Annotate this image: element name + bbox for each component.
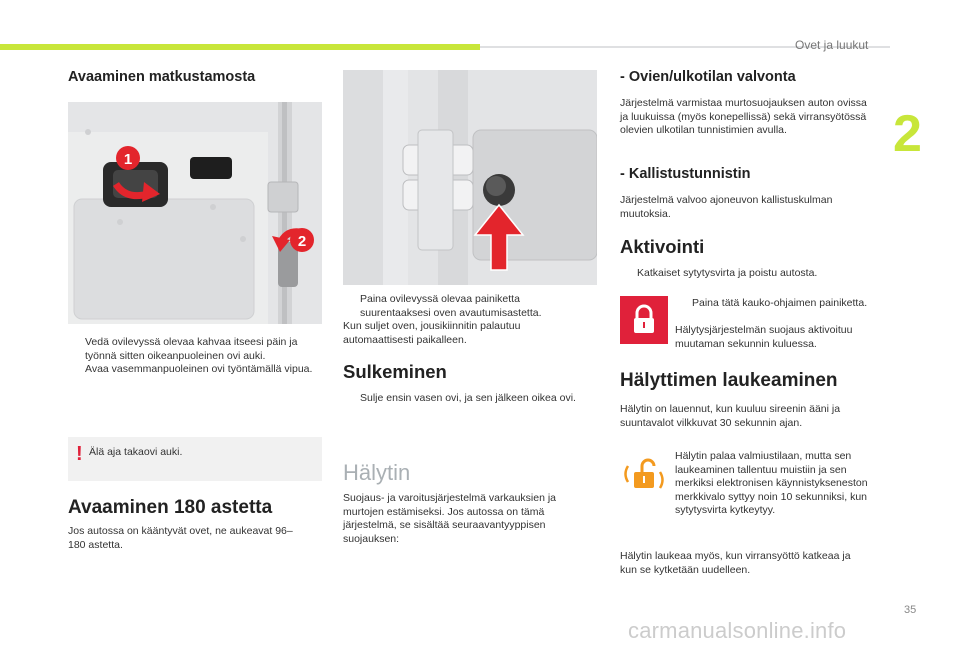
page-number: 35	[904, 604, 917, 616]
heading-activation: Aktivointi	[620, 236, 705, 257]
spring-return-text: Kun suljet oven, jousikiinnitin palautuu automaattisesti paikalleen.	[343, 320, 521, 346]
list-item: Paina tätä kauko-ohjaimen painiketta.	[692, 297, 868, 309]
triggering-text: Hälytin on lauennut, kun kuuluu sireenin ääni ja suuntavalot vilkkuvat 30 sekunnin ajan.	[620, 403, 841, 429]
activation-step	[620, 267, 870, 281]
warning-icon: !	[76, 443, 83, 465]
heading-open-180: Avaaminen 180 astetta	[68, 497, 273, 518]
remote-lock-icon	[620, 296, 668, 344]
open-180-text: Jos autossa on kääntyvät ovet, ne aukeavat 96–180 astetta.	[68, 525, 293, 551]
heading-tilt-sensor: - Kallistustunnistin	[620, 166, 751, 182]
door-handle-illustration	[68, 102, 322, 324]
list-item: Avaa vasemmanpuoleinen ovi työntämällä vipua.	[85, 363, 313, 375]
closing-step	[343, 392, 593, 406]
press-remote-step	[675, 297, 875, 311]
power-cut-text: Hälytin laukeaa myös, kun virransyöttö katkeaa ja kun se kytketään uudelleen.	[620, 550, 851, 576]
list-item: Paina ovilevyssä olevaa painiketta suurentaaksesi oven avautumisastetta.	[360, 293, 542, 319]
door-button-drawing	[343, 70, 597, 285]
callout-2: 2	[297, 233, 307, 250]
list-item: Katkaiset sytytysvirta ja poistu autosta.	[637, 267, 818, 279]
warning-box	[68, 437, 322, 481]
door-handle-drawing	[68, 102, 322, 324]
warning-text: Älä aja takaovi auki.	[89, 446, 183, 458]
tilt-text: Järjestelmä valvoo ajoneuvon kallistuskulman muutoksia.	[620, 194, 833, 220]
alarm-intro-text: Suojaus- ja varoitusjärjestelmä varkauksien ja murtojen estämiseksi. Jos autossa on tämä järjestelmä, se sisältää seuraavantyyppisen suojauksen:	[343, 492, 557, 545]
press-button-step	[343, 293, 593, 320]
heading-alarm: Hälytin	[343, 460, 411, 485]
heading-alarm-triggering: Hälyttimen laukeaminen	[620, 370, 838, 391]
heading-perimeter-monitoring: - Ovien/ulkotilan valvonta	[620, 69, 796, 85]
door-button-illustration	[343, 70, 597, 285]
header-accent-bar	[0, 44, 480, 50]
list-item: Sulje ensin vasen ovi, ja sen jälkeen oikea ovi.	[360, 392, 576, 404]
heading-closing: Sulkeminen	[343, 361, 447, 382]
heading-open-from-cabin: Avaaminen matkustamosta	[68, 69, 256, 85]
chapter-title: Ovet ja luukut	[795, 38, 869, 52]
alarm-unlock-icon	[620, 452, 668, 500]
chapter-number: 2	[893, 105, 922, 163]
callout-1: 1	[123, 151, 133, 168]
lock-icon	[620, 296, 668, 344]
list-item: Vedä ovilevyssä olevaa kahvaa itseesi päin ja työnnä sitten oikeanpuoleinen ovi auki.	[85, 336, 298, 362]
standby-text: Hälytin palaa valmiustilaan, mutta sen laukeaminen tallentuu muistiin ja sen merkiksi elektronisen käynnistykseneston merkkivalo syttyy noin 10 sekunniksi, kun sytytysvirta kytkeytyy.	[675, 450, 868, 516]
watermark: carmanualsonline.info	[628, 618, 847, 643]
press-remote-text: Hälytysjärjestelmän suojaus aktivoituu muutaman sekunnin kuluessa.	[675, 324, 853, 350]
cabin-open-steps	[68, 336, 318, 377]
alarm-lock-icon	[620, 452, 668, 500]
perimeter-text: Järjestelmä varmistaa murtosuojauksen auton ovissa ja luukuissa (myös konepellissä) sekä virransyötössä olevien ulkotilan tunnistimien avulla.	[620, 97, 867, 136]
